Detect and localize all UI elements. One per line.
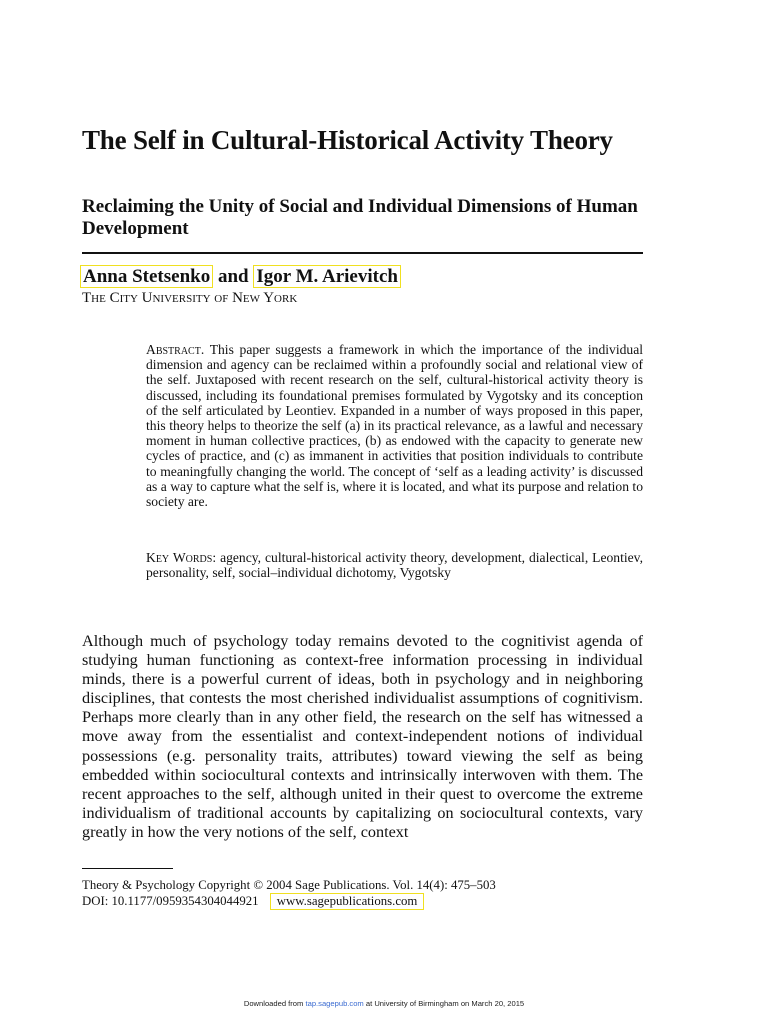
doi-line — [82, 893, 424, 910]
abstract-label: Abstract. — [146, 342, 205, 357]
keywords-label: Key Words: — [146, 550, 217, 565]
keywords — [146, 550, 643, 580]
doi-text: DOI: 10.1177/0959354304044921 — [82, 894, 259, 908]
keywords-text: agency, cultural-historical activity theory, development, dialectical, Leontiev, personality, self, social–individual dichotomy, Vygotsky — [146, 550, 643, 581]
author-line — [80, 265, 401, 289]
download-source-link[interactable]: tap.sagepub.com — [305, 999, 364, 1008]
download-suffix: at University of Birmingham on March 20, 2015 — [365, 999, 525, 1008]
article-title: The Self in Cultural-Historical Activity Theory — [82, 125, 613, 155]
body-paragraph: Although much of psychology today remains devoted to the cognitivist agenda of studying human functioning as context-free information processing in individual minds, there is a powerful current of ideas, both in psychology and in neighboring disciplines, that contests the most cherished individualist assumptions of cognitivism. Perhaps more clearly than in any other field, the research on the self has witnessed a move away from the essentialist and context-independent notions of individual possessions (e.g. personality traits, attributes) toward viewing the self as being embedded within sociocultural contexts and intrinsically interwoven with them. The recent approaches to the self, although united in their quest to overcome the extreme individualism of traditional accounts by capitalizing on sociocultural contexts, vary greatly in how the very notions of the self, context — [82, 632, 643, 841]
title-divider — [82, 252, 643, 254]
abstract-text: This paper suggests a framework in which the importance of the individual dimension and agency can be reclaimed within a profoundly social and relational view of the self. Juxtaposed with recent research on the self, cultural-historical activity theory is discussed, including its foundational premises formulated by Vygotsky and its conception of the self articulated by Leontiev. Expanded in a number of ways proposed in this paper, this theory helps to theorize the self (a) in its practical relevance, as a lawful and necessary moment in human collective practices, (b) as endowed with the capacity to generate new cycles of practice, and (c) as immanent in activities that position individuals to contribute to meaningfully changing the world. The concept of ‘self as a leading activity’ is discussed as a way to capture what the self is, where it is located, and what its purpose and relation to society are. — [146, 342, 644, 510]
author-link-arievitch[interactable]: Igor M. Arievitch — [253, 265, 401, 288]
footnote-divider — [82, 868, 173, 869]
journal-citation: Theory & Psychology Copyright © 2004 Sage Publications. Vol. 14(4): 475–503 — [82, 878, 496, 892]
publisher-url-link[interactable]: www.sagepublications.com — [270, 893, 425, 910]
download-notice — [0, 999, 768, 1008]
author-conjunction: and — [217, 266, 249, 287]
article-subtitle: Reclaiming the Unity of Social and Individual Dimensions of Human Development — [82, 196, 638, 239]
affiliation: The City University of New York — [82, 290, 298, 306]
author-link-stetsenko[interactable]: Anna Stetsenko — [80, 265, 213, 288]
download-prefix: Downloaded from — [243, 999, 304, 1008]
abstract — [146, 342, 643, 509]
